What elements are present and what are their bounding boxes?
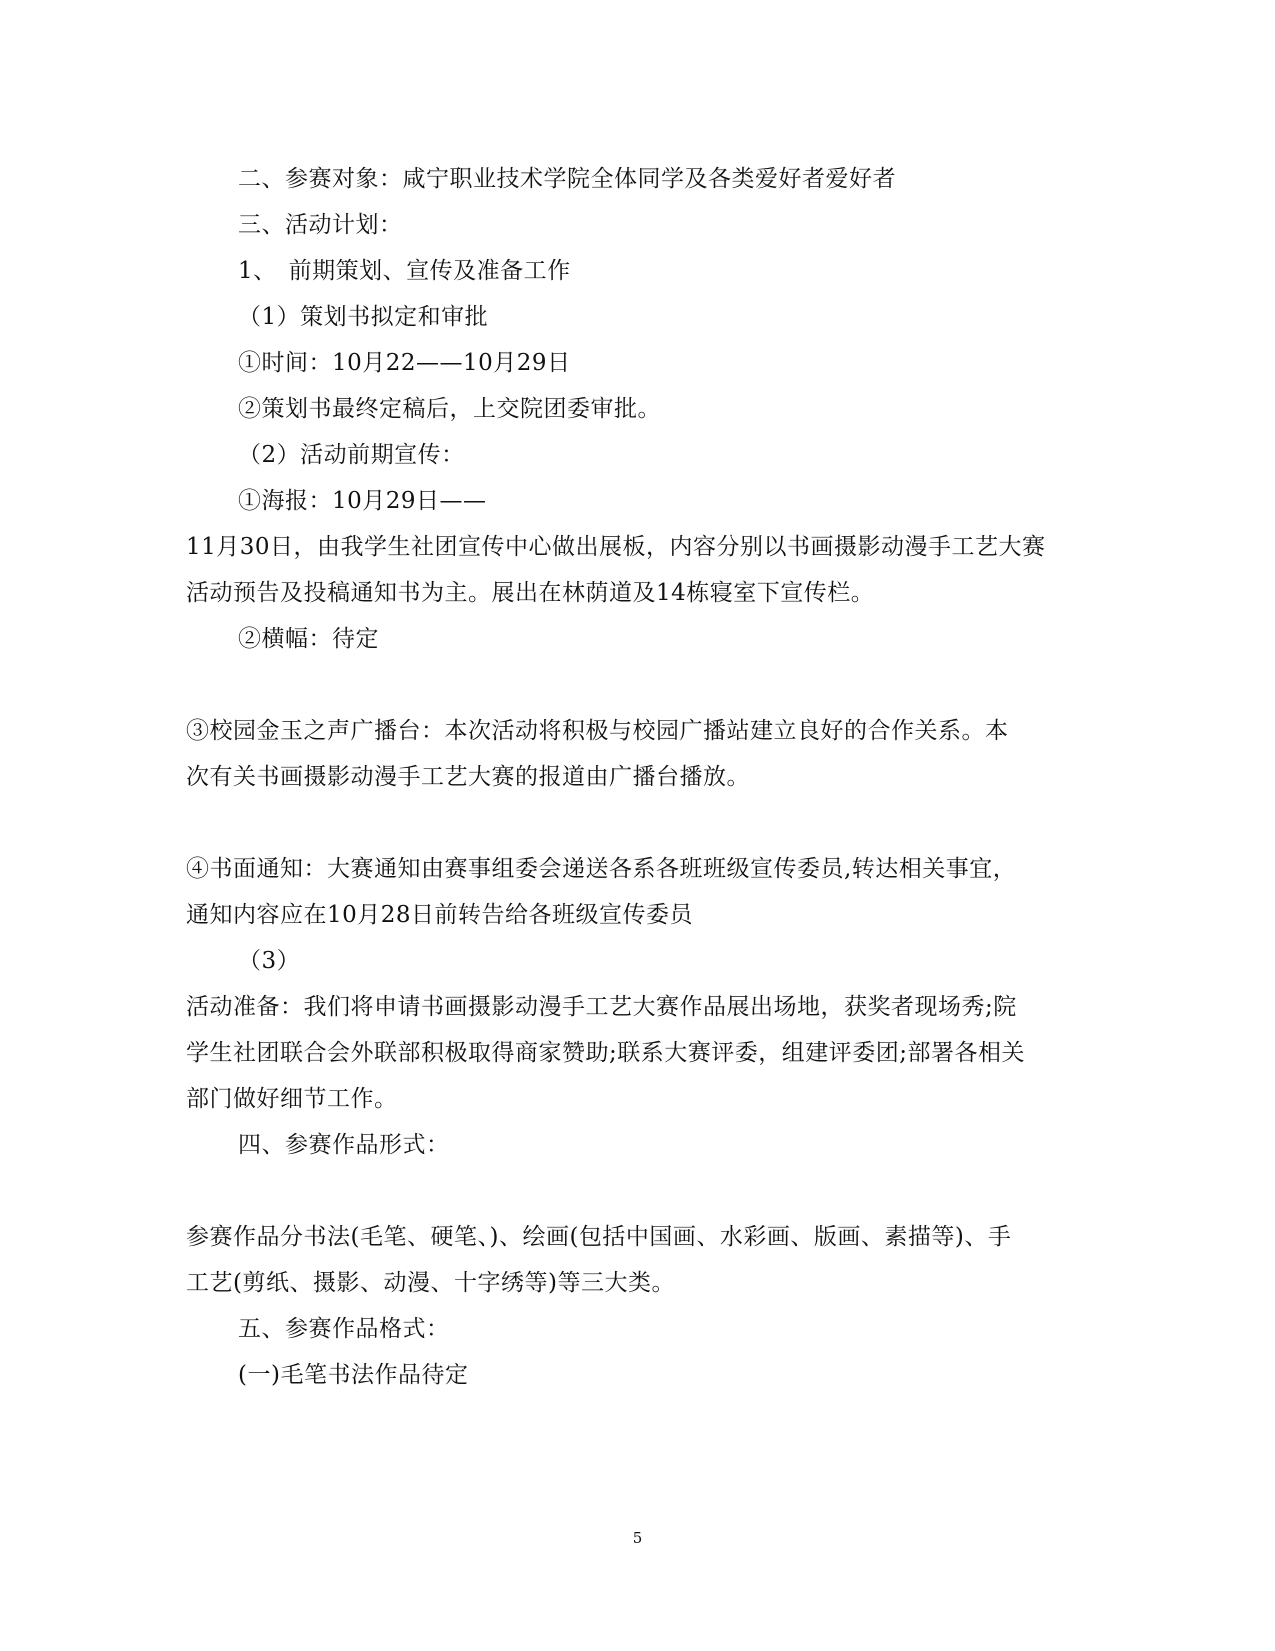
text-line: ②横幅：待定 [238, 626, 379, 652]
text-line: ②策划书最终定稿后，上交院团委审批。 [238, 396, 661, 422]
text-line: 三、活动计划： [238, 212, 403, 238]
text-line: 学生社团联合会外联部积极取得商家赞助;联系大赛评委，组建评委团;部署各相关 [186, 1040, 1025, 1066]
text-line: （1）策划书拟定和审批 [238, 304, 489, 330]
text-line: 参赛作品分书法(毛笔、硬笔、)、绘画(包括中国画、水彩画、版画、素描等)、手 [186, 1224, 1012, 1250]
text-line: 次有关书画摄影动漫手工艺大赛的报道由广播台播放。 [186, 764, 750, 790]
text-line: 工艺(剪纸、摄影、动漫、十字绣等)等三大类。 [186, 1270, 675, 1296]
text-line: ①时间：10月22——10月29日 [238, 350, 571, 376]
page-number: 5 [632, 1529, 643, 1547]
text-line: ④书面通知：大赛通知由赛事组委会递送各系各班班级宣传委员,转达相关事宜， [186, 856, 1017, 882]
text-line: 四、参赛作品形式： [238, 1132, 450, 1158]
text-line: （2）活动前期宣传： [238, 442, 465, 468]
text-line: 活动准备：我们将申请书画摄影动漫手工艺大赛作品展出场地，获奖者现场秀;院 [186, 994, 1017, 1020]
text-line: 二、参赛对象：咸宁职业技术学院全体同学及各类爱好者爱好者 [238, 166, 896, 192]
text-line: 通知内容应在10月28日前转告给各班级宣传委员 [186, 902, 694, 928]
text-line: ①海报：10月29日—— [238, 488, 487, 514]
text-line: 11月30日，由我学生社团宣传中心做出展板，内容分别以书画摄影动漫手工艺大赛 [186, 534, 1046, 560]
text-line: 部门做好细节工作。 [186, 1086, 398, 1112]
text-line: 活动预告及投稿通知书为主。展出在林荫道及14栋寝室下宣传栏。 [186, 580, 875, 606]
text-line: ③校园金玉之声广播台：本次活动将积极与校园广播站建立良好的合作关系。本 [186, 718, 1009, 744]
text-line: 五、参赛作品格式： [238, 1316, 450, 1342]
text-line: 1、 前期策划、宣传及准备工作 [238, 258, 571, 284]
text-line: （3） [238, 948, 301, 974]
text-line: (一)毛笔书法作品待定 [238, 1362, 469, 1388]
